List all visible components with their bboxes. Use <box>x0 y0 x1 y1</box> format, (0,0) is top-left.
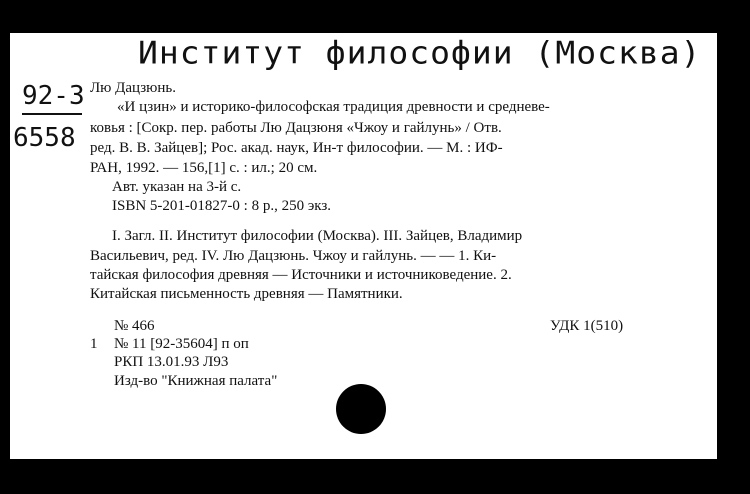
tracings-line-3: тайская философия древняя — Источники и источниковедение. 2. <box>90 267 512 283</box>
handwritten-title: Институт философии (Москва) <box>138 33 702 72</box>
tracings-line-2: Васильевич, ред. IV. Лю Дацзюнь. Чжоу и гайлунь. — — 1. Ки- <box>90 248 497 264</box>
catalog-card <box>10 33 717 459</box>
udc-code: УДК 1(510) <box>550 318 624 334</box>
margin-digit: 1 <box>90 336 98 352</box>
tracings-line-1: I. Загл. II. Институт философии (Москва). III. Зайцев, Владимир <box>112 228 523 244</box>
punch-hole <box>336 384 386 434</box>
handwritten-underline <box>22 113 82 115</box>
publisher-line: Изд-во "Книжная палата" <box>114 373 278 389</box>
description-line-3: ред. В. В. Зайцев]; Рос. акад. наук, Ин-т философии. — М. : ИФ- <box>90 140 503 156</box>
description-line-4: РАН, 1992. — 156,[1] с. : ил.; 20 см. <box>90 160 318 176</box>
rkp-line: РКП 13.01.93 Л93 <box>114 354 229 370</box>
isbn-line: ISBN 5-201-01827-0 : 8 р., 250 экз. <box>112 198 332 214</box>
order-line: № 11 [92-35604] п оп <box>114 336 249 352</box>
card-number: № 466 <box>114 318 155 334</box>
description-line-2: ковья : [Сокр. пер. работы Лю Дацзюня «Чжоу и гайлунь» / Отв. <box>90 120 502 136</box>
tracings-line-4: Китайская письменность древняя — Памятники. <box>90 286 403 302</box>
author-note: Авт. указан на 3-й с. <box>112 179 242 195</box>
handwritten-code-top: 92-3 <box>22 81 85 111</box>
description-line-1: «И цзин» и историко-философская традиция древности и средневе- <box>117 99 550 115</box>
handwritten-code-bottom: 6558 <box>13 123 76 153</box>
author-heading: Лю Дацзюнь. <box>90 80 176 96</box>
